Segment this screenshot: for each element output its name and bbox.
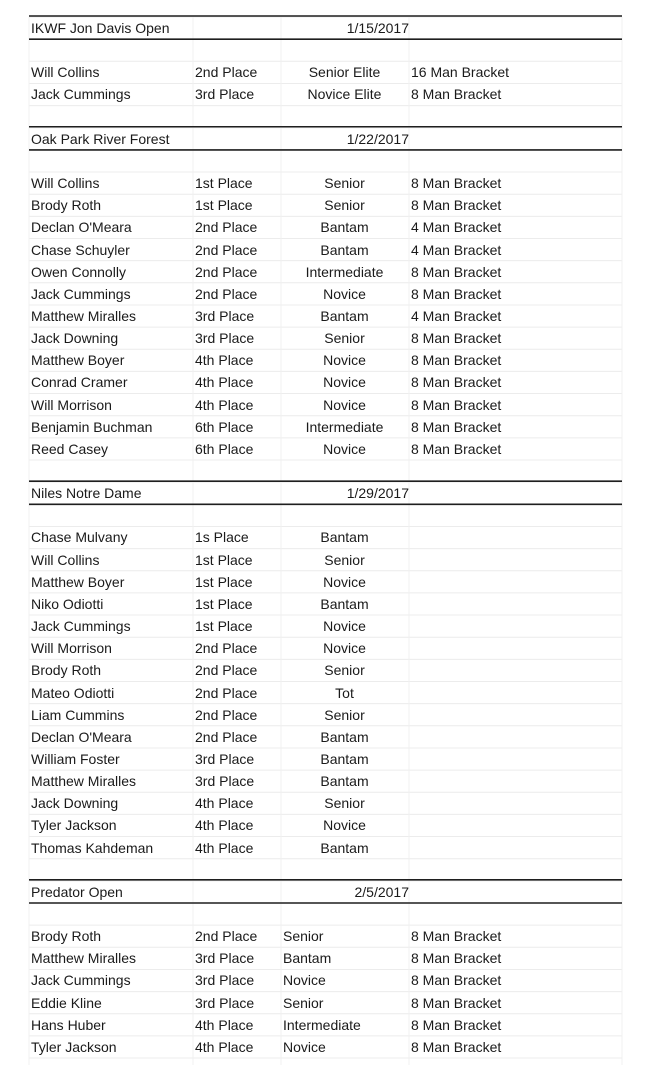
division[interactable]: Bantam <box>320 839 369 856</box>
result-row <box>0 61 648 83</box>
placement[interactable]: 1st Place <box>195 618 253 635</box>
result-row <box>0 194 648 216</box>
bracket-size[interactable]: 8 Man Bracket <box>411 1038 502 1055</box>
division[interactable]: Novice <box>323 817 366 834</box>
result-row <box>0 327 648 349</box>
wrestler-name[interactable]: Chase Schuyler <box>31 241 130 258</box>
bracket-size[interactable] <box>411 593 611 615</box>
placement[interactable]: 2nd Place <box>195 706 258 723</box>
bracket-size[interactable]: 8 Man Bracket <box>411 86 502 103</box>
division[interactable]: Bantam <box>320 750 369 767</box>
placement[interactable]: 2nd Place <box>195 728 258 745</box>
division[interactable]: Novice <box>323 440 366 457</box>
bracket-size[interactable]: 8 Man Bracket <box>411 263 502 280</box>
placement[interactable]: 3rd Place <box>195 773 255 790</box>
placement[interactable]: 2nd Place <box>195 285 258 302</box>
wrestler-name[interactable]: Eddie Kline <box>31 994 102 1011</box>
wrestler-name[interactable]: Mateo Odiotti <box>31 684 115 701</box>
bracket-size[interactable]: 8 Man Bracket <box>411 330 502 347</box>
wrestler-name[interactable]: Chase Mulvany <box>31 529 128 546</box>
wrestler-name[interactable]: Jack Cummings <box>31 285 131 302</box>
wrestler-name[interactable]: Liam Cummins <box>31 706 125 723</box>
result-row <box>0 792 648 814</box>
event-header-row <box>0 17 648 39</box>
division[interactable]: Novice <box>323 396 366 413</box>
wrestler-name[interactable]: Owen Connolly <box>31 263 126 280</box>
bracket-size[interactable]: 8 Man Bracket <box>411 994 502 1011</box>
result-row <box>0 305 648 327</box>
wrestler-name[interactable]: Reed Casey <box>31 440 109 457</box>
bracket-size[interactable]: 8 Man Bracket <box>411 374 502 391</box>
division[interactable]: Senior <box>283 928 324 945</box>
result-row <box>0 172 648 194</box>
event-header-row <box>0 881 648 903</box>
placement[interactable]: 6th Place <box>195 440 254 457</box>
bracket-size[interactable]: 8 Man Bracket <box>411 972 502 989</box>
result-row <box>0 969 648 991</box>
placement[interactable]: 6th Place <box>195 418 254 435</box>
division[interactable]: Tot <box>335 684 354 701</box>
placement[interactable]: 3rd Place <box>195 750 255 767</box>
result-row <box>0 770 648 792</box>
wrestler-name[interactable]: Will Morrison <box>31 396 112 413</box>
wrestler-name[interactable]: Will Morrison <box>31 640 112 657</box>
placement[interactable]: 2nd Place <box>195 684 258 701</box>
result-row <box>0 726 648 748</box>
result-row <box>0 526 648 548</box>
placement[interactable]: 4th Place <box>195 1038 254 1055</box>
event-header-row <box>0 482 648 504</box>
result-row <box>0 83 648 105</box>
placement[interactable]: 4th Place <box>195 396 254 413</box>
placement[interactable]: 4th Place <box>195 817 254 834</box>
placement[interactable]: 1st Place <box>195 551 253 568</box>
wrestler-name[interactable]: Declan O'Meara <box>31 728 132 745</box>
result-row <box>0 394 648 416</box>
division[interactable]: Novice Elite <box>307 86 382 103</box>
wrestler-name[interactable]: Tyler Jackson <box>31 817 117 834</box>
wrestler-name[interactable]: Hans Huber <box>31 1016 106 1033</box>
division[interactable]: Senior <box>324 175 365 192</box>
result-row <box>0 593 648 615</box>
wrestler-name[interactable]: Brody Roth <box>31 662 102 679</box>
result-row <box>0 371 648 393</box>
event-name[interactable]: Predator Open <box>31 883 123 900</box>
division[interactable]: Novice <box>323 352 366 369</box>
placement[interactable]: 1st Place <box>195 175 253 192</box>
wrestler-name[interactable]: Jack Downing <box>31 795 119 812</box>
bracket-size[interactable]: 8 Man Bracket <box>411 352 502 369</box>
bracket-size[interactable]: 8 Man Bracket <box>411 928 502 945</box>
division[interactable]: Novice <box>323 573 366 590</box>
event-date[interactable]: 1/29/2017 <box>346 485 409 502</box>
wrestler-name[interactable]: William Foster <box>31 750 120 767</box>
placement[interactable]: 3rd Place <box>195 86 255 103</box>
event-name[interactable]: Niles Notre Dame <box>31 485 142 502</box>
result-row <box>0 704 648 726</box>
wrestler-name[interactable]: Conrad Cramer <box>31 374 128 391</box>
placement[interactable]: 2nd Place <box>195 219 258 236</box>
event-header-row <box>0 128 648 150</box>
placement[interactable]: 4th Place <box>195 374 254 391</box>
result-row <box>0 283 648 305</box>
wrestler-name[interactable]: Benjamin Buchman <box>31 418 153 435</box>
result-row <box>0 947 648 969</box>
wrestler-name[interactable]: Tyler Jackson <box>31 1038 117 1055</box>
result-row <box>0 659 648 681</box>
wrestler-name[interactable]: Matthew Boyer <box>31 352 125 369</box>
placement[interactable]: 3rd Place <box>195 307 255 324</box>
placement[interactable]: 3rd Place <box>195 330 255 347</box>
placement[interactable]: 4th Place <box>195 352 254 369</box>
placement[interactable]: 2nd Place <box>195 662 258 679</box>
bracket-size[interactable]: 8 Man Bracket <box>411 418 502 435</box>
bracket-size[interactable]: 8 Man Bracket <box>411 1016 502 1033</box>
result-row <box>0 992 648 1014</box>
wrestler-name[interactable]: Matthew Miralles <box>31 307 137 324</box>
division[interactable]: Bantam <box>320 219 369 236</box>
bracket-size[interactable] <box>411 549 611 571</box>
placement[interactable]: 3rd Place <box>195 972 255 989</box>
bracket-size[interactable]: 4 Man Bracket <box>411 241 502 258</box>
result-row <box>0 571 648 593</box>
division[interactable]: Senior <box>324 662 365 679</box>
bracket-size[interactable]: 8 Man Bracket <box>411 285 502 302</box>
wrestler-name[interactable]: Will Collins <box>31 64 100 81</box>
wrestler-name[interactable]: Matthew Miralles <box>31 773 137 790</box>
placement[interactable]: 4th Place <box>195 839 254 856</box>
division[interactable]: Intermediate <box>305 418 384 435</box>
division[interactable]: Bantam <box>320 307 369 324</box>
bracket-size[interactable] <box>411 704 611 726</box>
division[interactable]: Novice <box>283 972 326 989</box>
placement[interactable]: 2nd Place <box>195 241 258 258</box>
bracket-size[interactable] <box>411 792 611 814</box>
result-row <box>0 814 648 836</box>
bracket-size[interactable]: 8 Man Bracket <box>411 197 502 214</box>
division[interactable]: Intermediate <box>305 263 384 280</box>
result-row <box>0 637 648 659</box>
placement[interactable]: 1st Place <box>195 197 253 214</box>
division[interactable]: Senior Elite <box>308 64 381 81</box>
bracket-size[interactable] <box>411 748 611 770</box>
division[interactable]: Senior <box>324 551 365 568</box>
placement[interactable]: 2nd Place <box>195 640 258 657</box>
bracket-size[interactable] <box>411 770 611 792</box>
division[interactable]: Bantam <box>283 950 332 967</box>
event-date[interactable]: 1/22/2017 <box>346 130 409 147</box>
wrestler-name[interactable]: Brody Roth <box>31 197 102 214</box>
wrestler-name[interactable]: Brody Roth <box>31 928 102 945</box>
division[interactable]: Senior <box>324 330 365 347</box>
result-row <box>0 549 648 571</box>
result-row <box>0 349 648 371</box>
division[interactable]: Senior <box>283 994 324 1011</box>
result-row <box>0 615 648 637</box>
wrestler-name[interactable]: Thomas Kahdeman <box>31 839 154 856</box>
placement[interactable]: 2nd Place <box>195 263 258 280</box>
placement[interactable]: 4th Place <box>195 795 254 812</box>
wrestler-name[interactable]: Will Collins <box>31 175 100 192</box>
bracket-size[interactable]: 4 Man Bracket <box>411 307 502 324</box>
wrestler-name[interactable]: Niko Odiotti <box>31 595 104 612</box>
division[interactable]: Bantam <box>320 241 369 258</box>
placement[interactable]: 1s Place <box>195 529 249 546</box>
division[interactable]: Novice <box>323 374 366 391</box>
division[interactable]: Bantam <box>320 595 369 612</box>
placement[interactable]: 2nd Place <box>195 64 258 81</box>
division[interactable]: Senior <box>324 795 365 812</box>
placement[interactable]: 3rd Place <box>195 950 255 967</box>
wrestler-name[interactable]: Jack Downing <box>31 330 119 347</box>
bracket-size[interactable]: 8 Man Bracket <box>411 950 502 967</box>
bracket-size[interactable] <box>411 571 611 593</box>
division[interactable]: Novice <box>283 1038 326 1055</box>
wrestler-name[interactable]: Jack Cummings <box>31 86 131 103</box>
wrestler-name[interactable]: Will Collins <box>31 551 100 568</box>
division[interactable]: Bantam <box>320 728 369 745</box>
result-row <box>0 925 648 947</box>
placement[interactable]: 1st Place <box>195 595 253 612</box>
bracket-size[interactable] <box>411 682 611 704</box>
result-row <box>0 416 648 438</box>
event-name[interactable]: IKWF Jon Davis Open <box>31 20 170 36</box>
bracket-size[interactable] <box>411 659 611 681</box>
result-row <box>0 1014 648 1036</box>
bracket-size[interactable]: 4 Man Bracket <box>411 219 502 236</box>
bracket-size[interactable] <box>411 814 611 836</box>
division[interactable]: Novice <box>323 285 366 302</box>
event-date[interactable]: 2/5/2017 <box>354 883 409 900</box>
wrestler-name[interactable]: Jack Cummings <box>31 972 131 989</box>
placement[interactable]: 2nd Place <box>195 928 258 945</box>
division[interactable]: Novice <box>323 640 366 657</box>
result-row <box>0 239 648 261</box>
result-row <box>0 1036 648 1058</box>
wrestler-name[interactable]: Declan O'Meara <box>31 219 132 236</box>
bracket-size[interactable]: 8 Man Bracket <box>411 440 502 457</box>
placement[interactable]: 4th Place <box>195 1016 254 1033</box>
division[interactable]: Novice <box>323 618 366 635</box>
wrestler-name[interactable]: Matthew Miralles <box>31 950 137 967</box>
event-date[interactable]: 1/15/2017 <box>346 20 409 36</box>
wrestler-name[interactable]: Jack Cummings <box>31 618 131 635</box>
bracket-size[interactable]: 8 Man Bracket <box>411 396 502 413</box>
result-row <box>0 682 648 704</box>
bracket-size[interactable] <box>411 637 611 659</box>
division[interactable]: Intermediate <box>283 1016 361 1033</box>
result-row <box>0 261 648 283</box>
bracket-size[interactable]: 16 Man Bracket <box>411 64 510 81</box>
wrestler-name[interactable]: Matthew Boyer <box>31 573 125 590</box>
result-row <box>0 438 648 460</box>
division[interactable]: Senior <box>324 706 365 723</box>
bracket-size[interactable] <box>411 526 611 548</box>
result-row <box>0 748 648 770</box>
placement[interactable]: 3rd Place <box>195 994 255 1011</box>
event-name[interactable]: Oak Park River Forest <box>31 130 170 147</box>
bracket-size[interactable] <box>411 837 611 859</box>
result-row <box>0 837 648 859</box>
division[interactable]: Bantam <box>320 529 369 546</box>
bracket-size[interactable]: 8 Man Bracket <box>411 175 502 192</box>
division[interactable]: Senior <box>324 197 365 214</box>
placement[interactable]: 1st Place <box>195 573 253 590</box>
bracket-size[interactable] <box>411 726 611 748</box>
bracket-size[interactable] <box>411 615 611 637</box>
division[interactable]: Bantam <box>320 773 369 790</box>
result-row <box>0 216 648 238</box>
